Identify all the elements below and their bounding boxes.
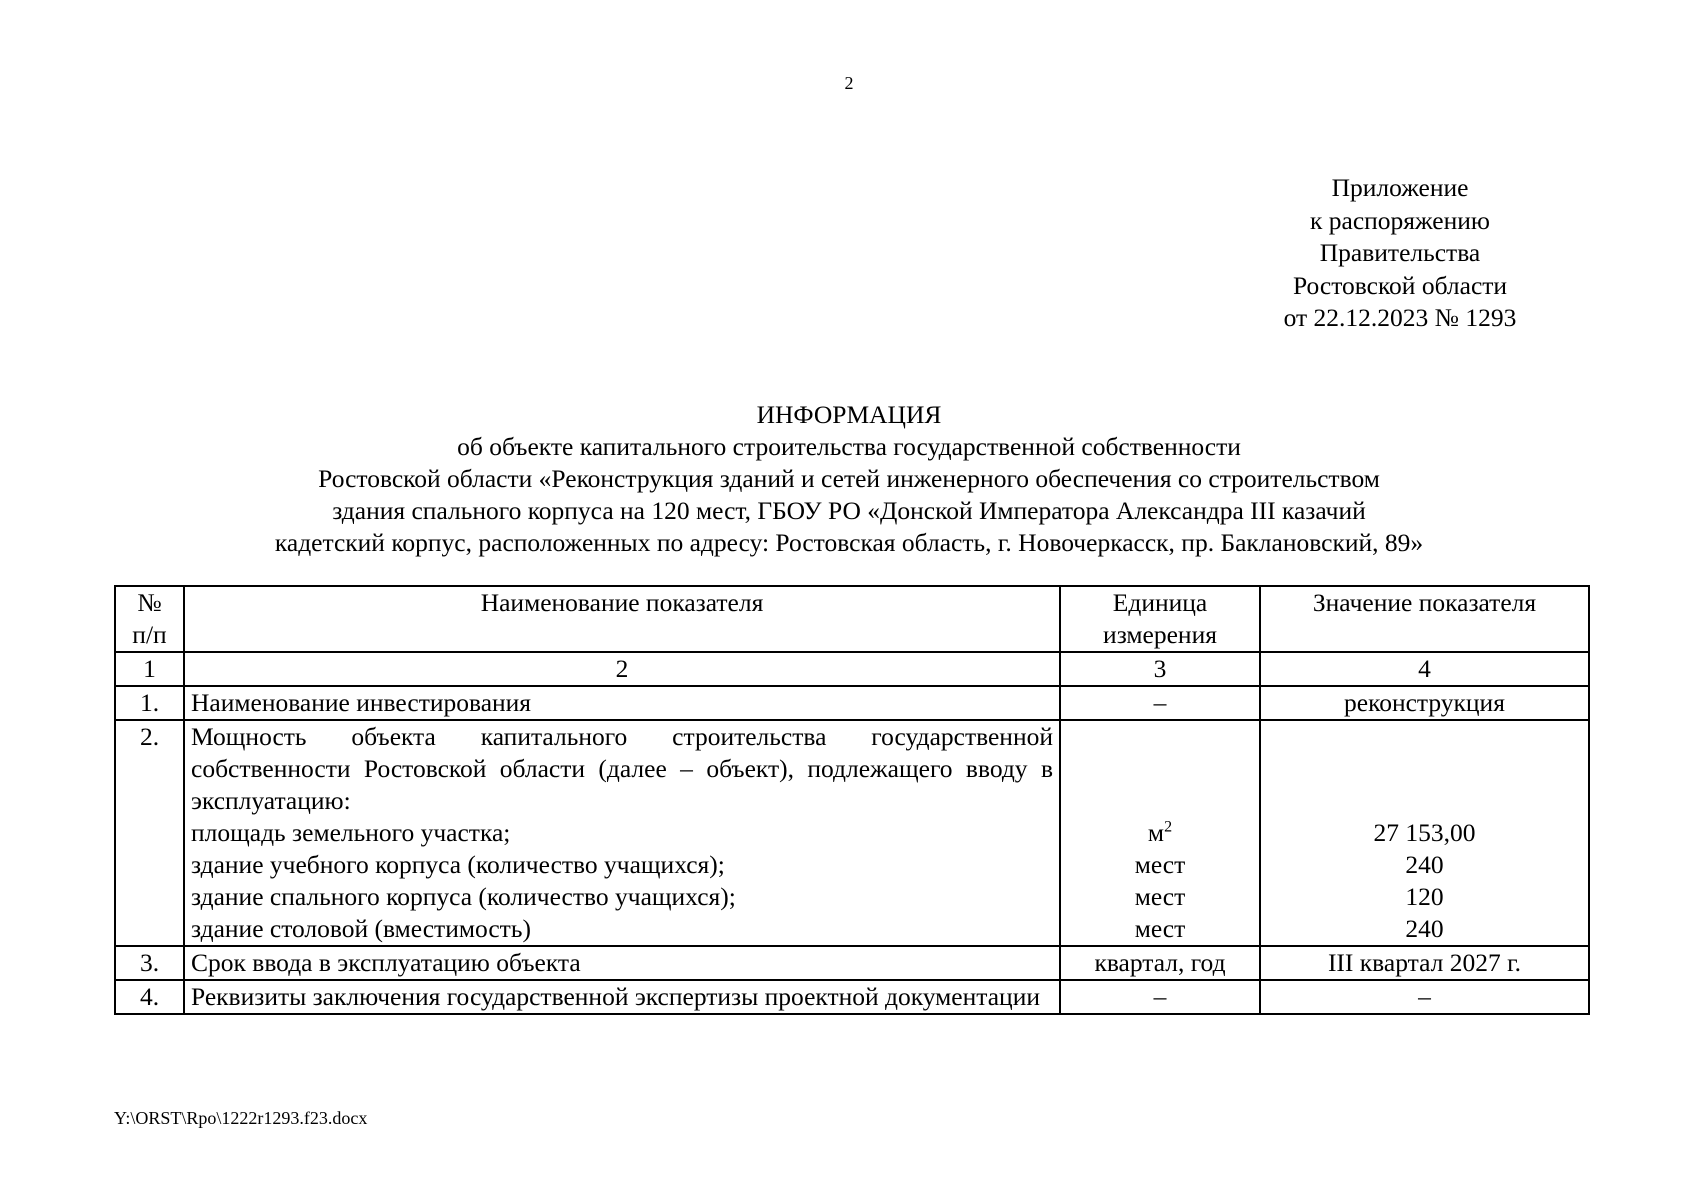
- subitem-value: 240: [1405, 914, 1444, 943]
- row-number: 3.: [115, 946, 184, 980]
- header-cell-value: Значение показателя: [1260, 586, 1589, 652]
- table-row: [115, 980, 1589, 1014]
- subitem-unit: мест: [1134, 882, 1186, 911]
- row-subitem-values: [1267, 817, 1582, 945]
- row-name: Срок ввода в эксплуатацию объекта: [184, 946, 1060, 980]
- subitem-name: здание столовой (вместимость): [191, 914, 531, 943]
- row-name: Наименование инвестирования: [184, 686, 1060, 720]
- appendix-line: Приложение: [1331, 173, 1469, 202]
- row-unit: квартал, год: [1060, 946, 1260, 980]
- row-name: [184, 720, 1060, 946]
- indicators-table: [114, 585, 1590, 1015]
- row-unit: –: [1060, 686, 1260, 720]
- column-number-cell: 4: [1260, 652, 1589, 686]
- row-subitems: [191, 817, 1053, 945]
- subitem-name: здание спального корпуса (количество учащихся);: [191, 882, 736, 911]
- title-line: Ростовской области «Реконструкция зданий и сетей инженерного обеспечения со строительством: [318, 464, 1380, 493]
- header-cell-name: Наименование показателя: [184, 586, 1060, 652]
- row-intro: Мощность объекта капитального строительства государственной собственности Ростовской области (далее – объект), подлежащего вводу в эксплуатацию:: [191, 722, 1053, 815]
- header-number-line: №: [137, 588, 162, 617]
- document-title: [0, 399, 1698, 559]
- subitem-unit: мест: [1134, 850, 1186, 879]
- column-number-cell: 2: [184, 652, 1060, 686]
- title-heading: ИНФОРМАЦИЯ: [756, 400, 942, 429]
- table-header-row: [115, 586, 1589, 652]
- header-cell-unit: Единица измерения: [1060, 586, 1260, 652]
- appendix-line: Правительства: [1319, 238, 1481, 267]
- subitem-name: площадь земельного участка;: [191, 818, 511, 847]
- column-number-cell: 3: [1060, 652, 1260, 686]
- row-name: Реквизиты заключения государственной экспертизы проектной документации: [184, 980, 1060, 1014]
- subitem-value: 240: [1405, 850, 1444, 879]
- table-row: [115, 720, 1589, 946]
- row-subitem-units: [1067, 817, 1253, 945]
- title-line: об объекте капитального строительства государственной собственности: [457, 432, 1241, 461]
- row-number: 1.: [115, 686, 184, 720]
- row-number: 2.: [115, 720, 184, 946]
- title-line: кадетский корпус, расположенных по адресу: Ростовская область, г. Новочеркасск, пр. Баклановский, 89»: [274, 528, 1424, 557]
- appendix-date-number: от 22.12.2023 № 1293: [1283, 303, 1517, 332]
- appendix-block: [1240, 172, 1560, 335]
- row-unit: [1060, 720, 1260, 946]
- column-number-cell: 1: [115, 652, 184, 686]
- row-unit: –: [1060, 980, 1260, 1014]
- unit-superscript: 2: [1164, 818, 1173, 836]
- column-numbers-row: [115, 652, 1589, 686]
- subitem-value: 120: [1405, 882, 1444, 911]
- row-value: –: [1260, 980, 1589, 1014]
- row-value: реконструкция: [1260, 686, 1589, 720]
- subitem-value: 27 153,00: [1373, 818, 1476, 847]
- table-row: [115, 946, 1589, 980]
- header-number-line: п/п: [132, 620, 167, 649]
- row-value: [1260, 720, 1589, 946]
- appendix-line: к распоряжению: [1310, 205, 1490, 235]
- title-line: здания спального корпуса на 120 мест, ГБОУ РО «Донской Императора Александра III казачий: [332, 496, 1366, 525]
- subitem-unit: $м^2$: [1147, 818, 1173, 847]
- row-number: 4.: [115, 980, 184, 1014]
- row-value: III квартал 2027 г.: [1260, 946, 1589, 980]
- table-row: [115, 686, 1589, 720]
- file-path-footer: Y:\ORST\Rpo\1222r1293.f23.docx: [114, 1108, 368, 1128]
- header-cell-number: [115, 586, 184, 652]
- appendix-line: Ростовской области: [1292, 270, 1508, 300]
- page-number: 2: [844, 73, 854, 93]
- subitem-name: здание учебного корпуса (количество учащихся);: [191, 850, 725, 879]
- subitem-unit: мест: [1134, 914, 1186, 943]
